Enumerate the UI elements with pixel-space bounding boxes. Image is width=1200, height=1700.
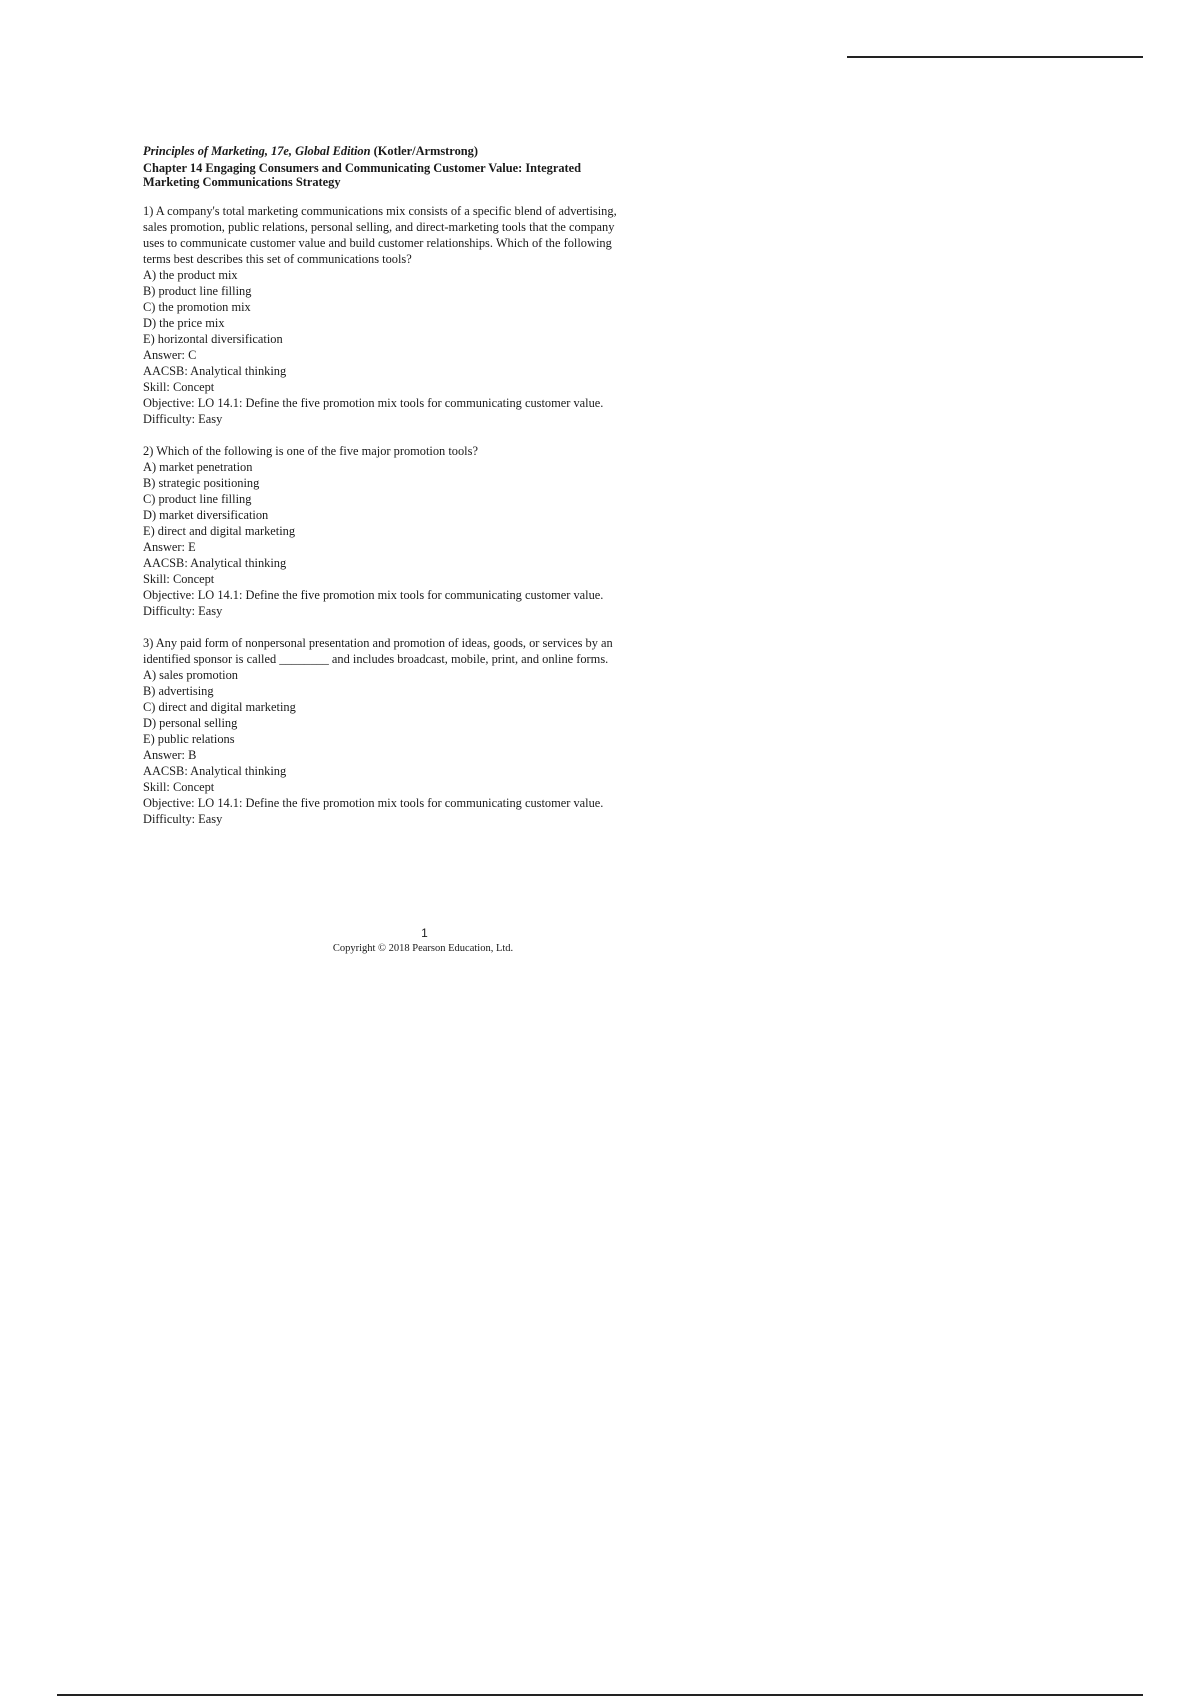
difficulty-tag: Difficulty: Easy — [143, 812, 223, 826]
answer-option: E) horizontal diversification — [143, 332, 283, 346]
answer-key: Answer: C — [143, 348, 197, 362]
answer-option: B) product line filling — [143, 284, 252, 298]
page-footer — [143, 926, 703, 956]
header-rule — [847, 56, 1143, 58]
question-stem-line: identified sponsor is called ________ and includes broadcast, mobile, print, and online forms. — [143, 652, 609, 666]
question-stem-line: sales promotion, public relations, personal selling, and direct-marketing tools that the company — [143, 220, 615, 234]
answer-option: E) public relations — [143, 732, 235, 746]
aacsb-tag: AACSB: Analytical thinking — [143, 764, 287, 778]
question-1 — [143, 203, 703, 427]
question-2 — [143, 443, 703, 619]
skill-tag: Skill: Concept — [143, 572, 215, 586]
objective-tag: Objective: LO 14.1: Define the five promotion mix tools for communicating customer value. — [143, 796, 604, 810]
question-stem-line: 3) Any paid form of nonpersonal presentation and promotion of ideas, goods, or services by an — [143, 636, 613, 650]
answer-option: D) market diversification — [143, 508, 269, 522]
answer-option: A) market penetration — [143, 460, 253, 474]
chapter-title — [143, 161, 703, 189]
answer-key: Answer: E — [143, 540, 196, 554]
answer-key: Answer: B — [143, 748, 197, 762]
answer-option: C) direct and digital marketing — [143, 700, 296, 714]
answer-option: B) strategic positioning — [143, 476, 260, 490]
answer-option: D) the price mix — [143, 316, 225, 330]
question-stem-line: terms best describes this set of communications tools? — [143, 252, 412, 266]
answer-option: C) the promotion mix — [143, 300, 251, 314]
book-authors: (Kotler/Armstrong) — [370, 144, 478, 158]
chapter-title-line: Chapter 14 Engaging Consumers and Communicating Customer Value: Integrated — [143, 161, 582, 175]
book-title — [143, 143, 703, 159]
chapter-title-line: Marketing Communications Strategy — [143, 175, 341, 189]
question-stem-line: 1) A company's total marketing communications mix consists of a specific blend of advertising, — [143, 204, 617, 218]
question-stem — [143, 203, 703, 267]
answer-option: B) advertising — [143, 684, 214, 698]
skill-tag: Skill: Concept — [143, 380, 215, 394]
skill-tag: Skill: Concept — [143, 780, 215, 794]
question-stem — [143, 635, 703, 667]
difficulty-tag: Difficulty: Easy — [143, 604, 223, 618]
page-number: 1 — [421, 926, 428, 940]
aacsb-tag: AACSB: Analytical thinking — [143, 364, 287, 378]
answer-option: A) the product mix — [143, 268, 238, 282]
question-stem — [143, 443, 703, 459]
question-stem-line: uses to communicate customer value and build customer relationships. Which of the following — [143, 236, 612, 250]
objective-tag: Objective: LO 14.1: Define the five promotion mix tools for communicating customer value. — [143, 396, 604, 410]
question-3 — [143, 635, 703, 827]
answer-option: A) sales promotion — [143, 668, 238, 682]
objective-tag: Objective: LO 14.1: Define the five promotion mix tools for communicating customer value. — [143, 588, 604, 602]
answer-option: C) product line filling — [143, 492, 252, 506]
book-title-italic: Principles of Marketing, 17e, Global Edition — [143, 144, 371, 158]
answer-option: E) direct and digital marketing — [143, 524, 296, 538]
aacsb-tag: AACSB: Analytical thinking — [143, 556, 287, 570]
footer-rule — [57, 1694, 1143, 1696]
question-stem-line: 2) Which of the following is one of the five major promotion tools? — [143, 444, 478, 458]
page-content — [143, 143, 703, 827]
copyright-notice: Copyright © 2018 Pearson Education, Ltd. — [332, 943, 514, 954]
answer-option: D) personal selling — [143, 716, 238, 730]
difficulty-tag: Difficulty: Easy — [143, 412, 223, 426]
